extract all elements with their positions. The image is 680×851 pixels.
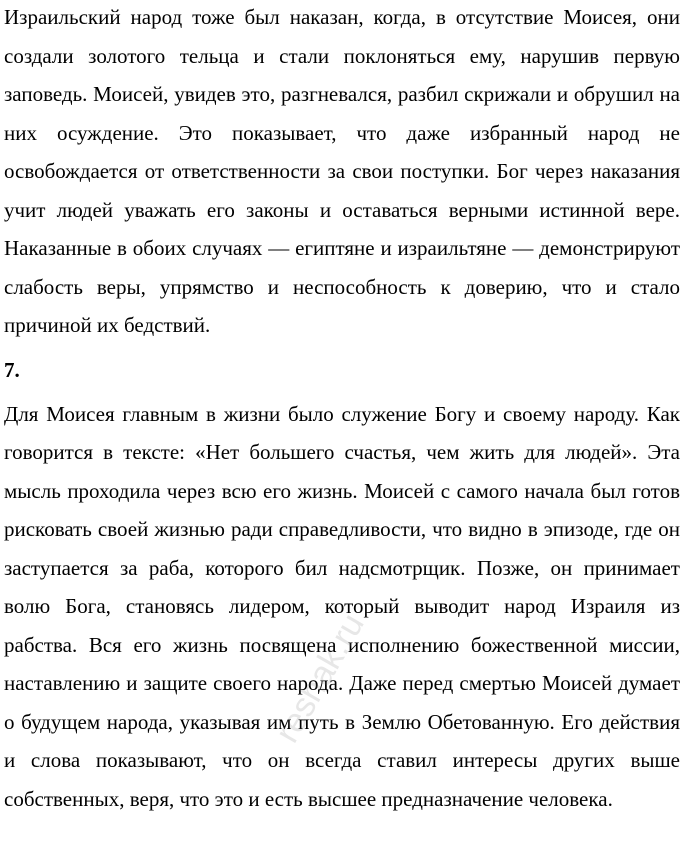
watermark-text: reshak.ru [268,607,372,749]
document-page [4,0,680,818]
section-number: 7. [4,357,20,382]
paragraph-punishment: Израильский народ тоже был наказан, когда, в отсутствие Моисея, они создали золотого тельца и стали поклоняться ему, нарушив первую заповедь. Моисей, увидев это, разгневался, разбил скрижали и обрушил на них осуждение. Это показывает, что даже избранный народ не освобождается от ответственности за свои поступки. Бог через наказания учит людей уважать его законы и оставаться верными истинной вере. Наказанные в обоих случаях — египтяне и израильтяне — демонстрируют слабость веры, упрямство и неспособность к доверию, что и стало причиной их бедствий. [4,5,680,337]
paragraph-moses-service: Для Моисея главным в жизни было служение Богу и своему народу. Как говорится в тексте: «Нет большего счастья, чем жить для людей». Эта мысль проходила через всю его жизнь. Моисей с самого начала был готов рисковать своей жизнью ради справедливости, что видно в эпизоде, где он заступается за раба, которого бил надсмотрщик. Позже, он принимает волю Бога, становясь лидером, который выводит народ Израиля из рабства. Вся его жизнь посвящена исполнению божественной миссии, наставлению и защите своего народа. Даже перед смертью Моисей думает о будущем народа, указывая им путь в Землю Обетованную. Его действия и слова показывают, что он всегда ставил интересы других выше собственных, веря, что это и есть высшее предназначение человека. [4,401,680,811]
